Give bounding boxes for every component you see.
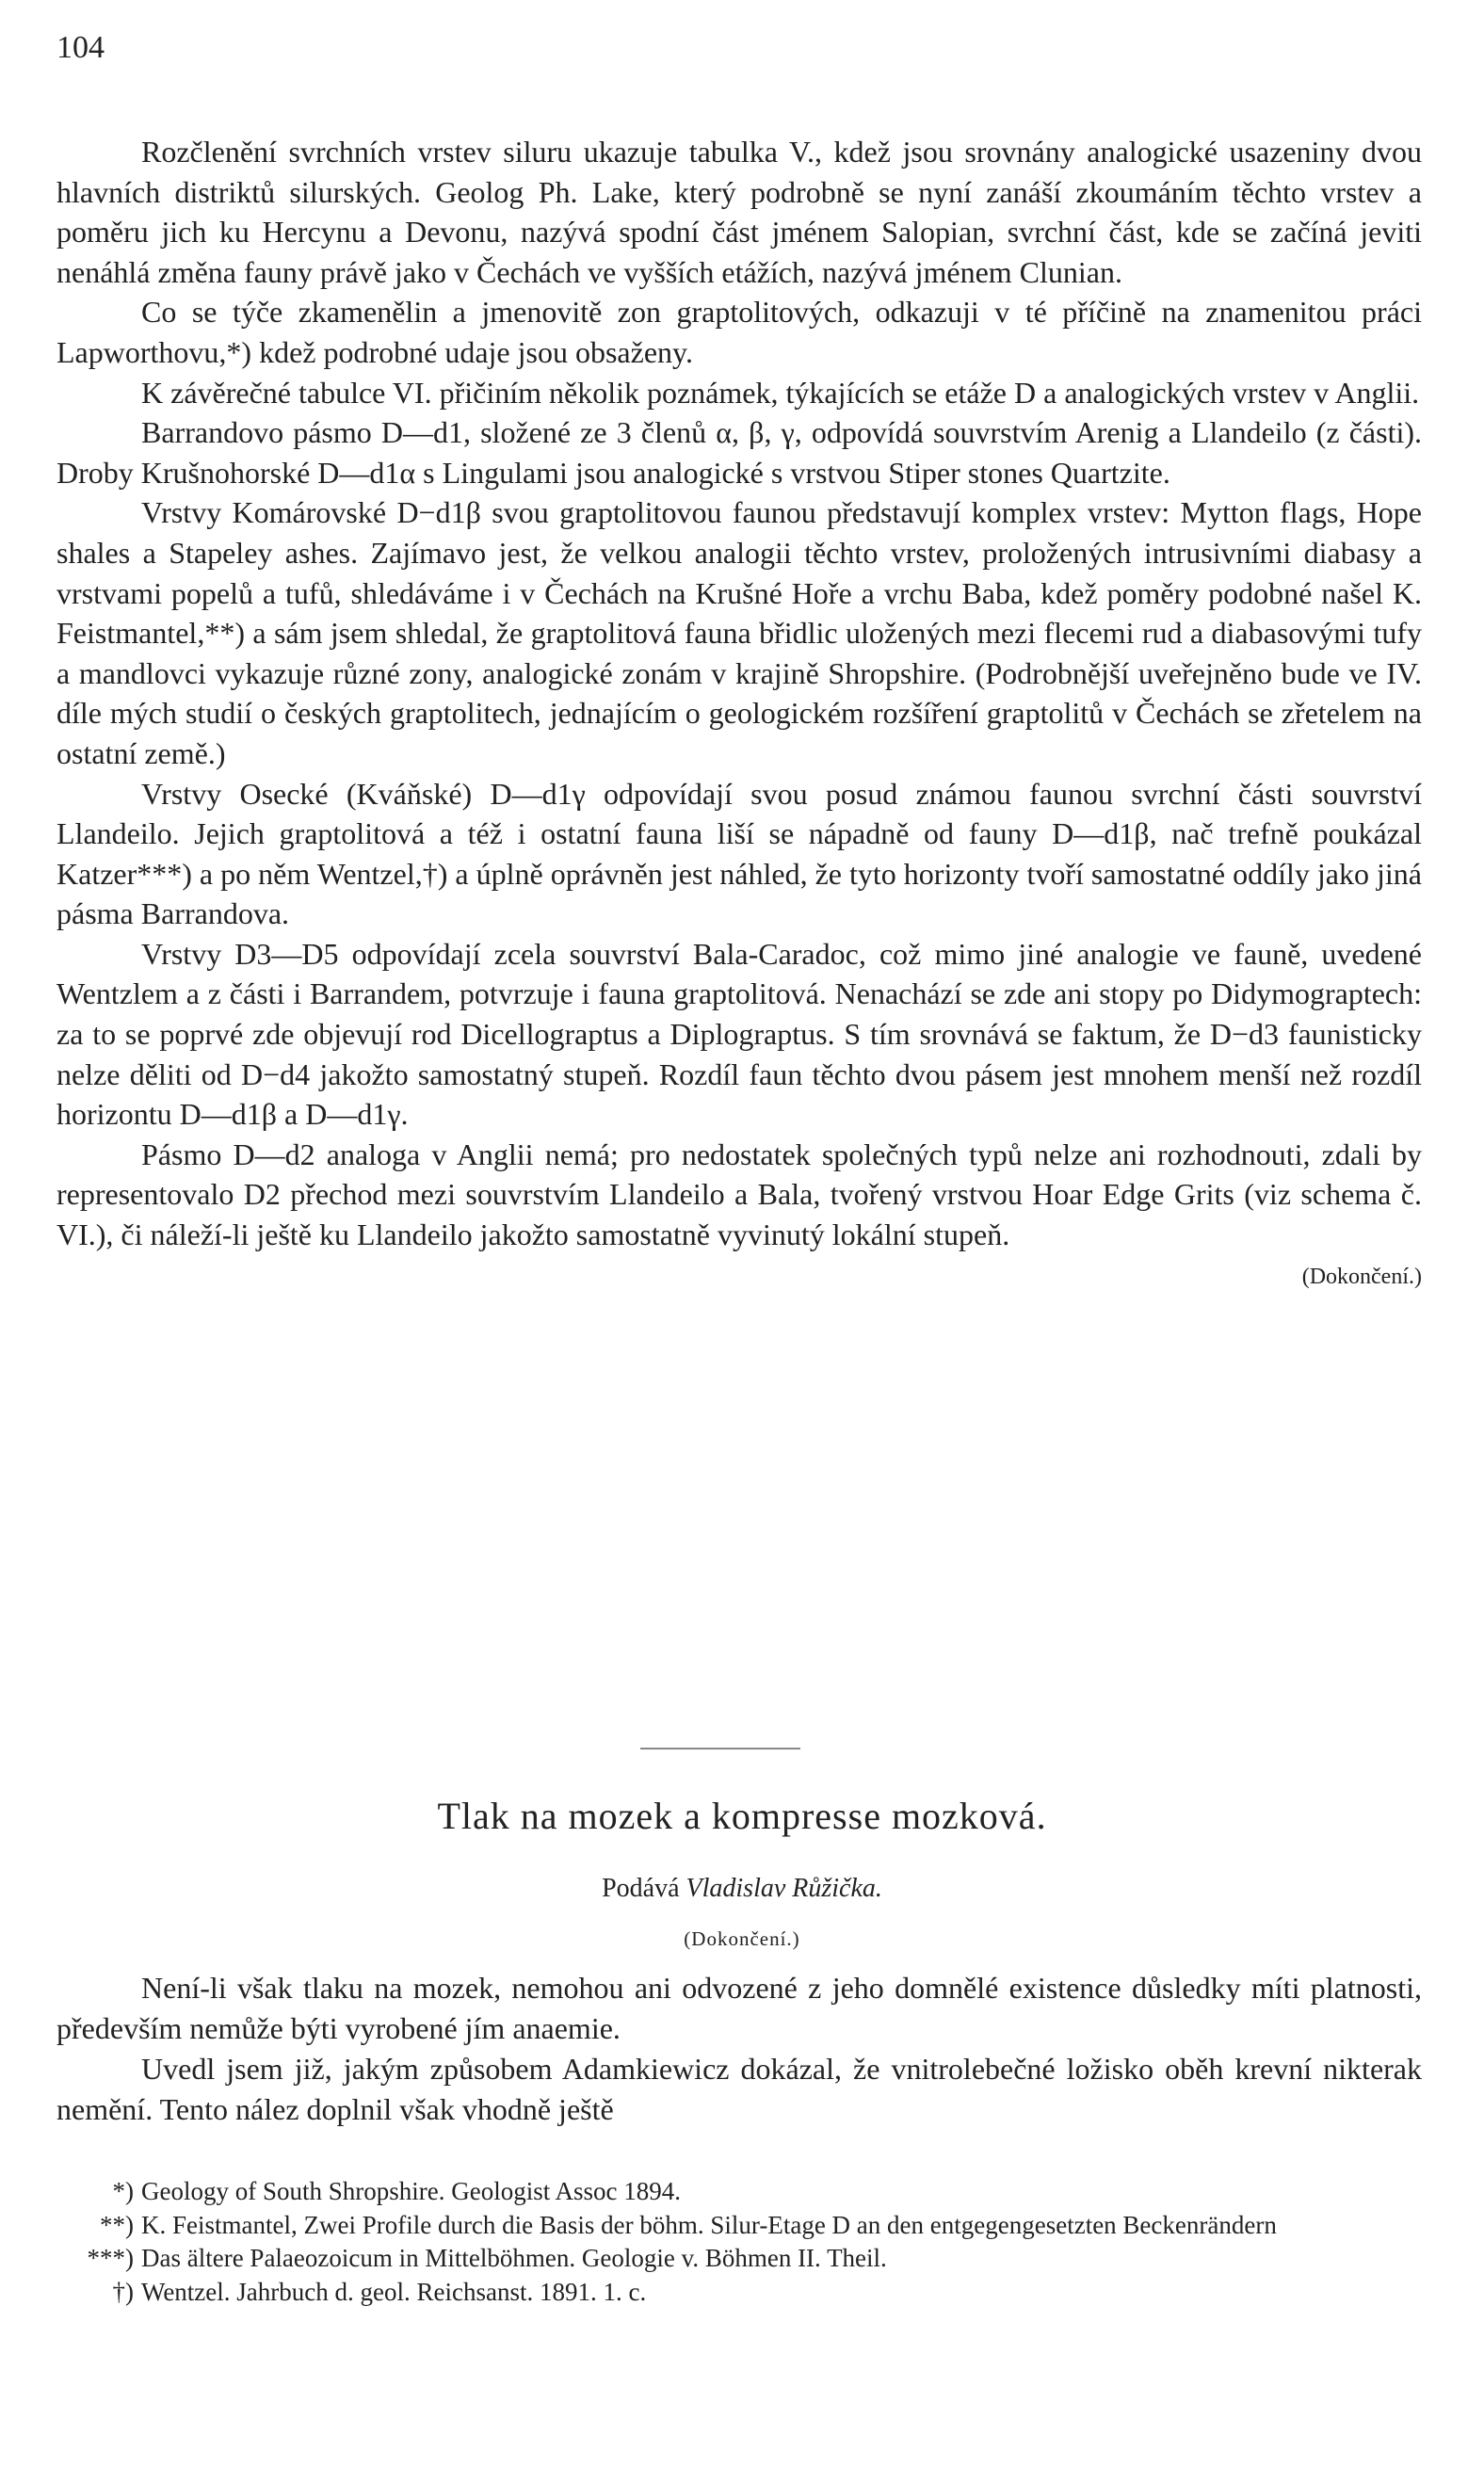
footnote-mark: **)	[100, 2210, 134, 2239]
paragraph: Vrstvy D3—D5 odpovídají zcela souvrství Bala-Caradoc, což mimo jiné analogie ve fauně, uvedené Wentzlem a z části i Barrandem, potvrzuje i fauna graptolitová. Nenachází se zde ani stopy po Didymograptech: za to se poprvé zde objevují rod Dicellograptus a Diplograptus. S tím srovnává se faktum, že D−d3 faunisticky nelze děliti od D−d4 jakožto samostatný stupeň. Rozdíl faun těchto dvou pásem jest mnohem menší než rozdíl horizontu D—d1β a D—d1γ.	[56, 936, 1422, 1132]
footnote-text: Das ältere Palaeozoicum in Mittelböhmen. Geologie v. Böhmen II. Theil.	[141, 2244, 887, 2272]
main-text	[56, 132, 1422, 1297]
byline	[0, 1874, 1484, 1904]
paragraph: Vrstvy Komárovské D−d1β svou graptolitovou faunou představují komplex vrstev: Mytton flags, Hope shales a Stapeley ashes. Zajímavo jest, že velkou analogii těchto vrstev, proložených intrusivními diabasy a vrstvami popelů a tufů, shledáváme i v Čechách na Krušné Hoře a vrchu Baba, kdež poměry podobné našel K. Feistmantel,**) a sám jsem shledal, že graptolitová fauna břidlic uložených mezi flecemi rud a diabasovými tufy a mandlovci vykazuje různé zony, analogické zonám v krajině Shropshire. (Podrobnější uveřejněno bude ve IV. díle mých studií o českých graptolitech, jednajícím o geologickém rozšíření graptolitů v Čechách se zřetelem na ostatní země.)	[56, 495, 1422, 770]
article-title: Tlak na mozek a kompresse mozková.	[437, 1795, 1047, 1837]
paragraph: Není-li však tlaku na mozek, nemohou ani odvozené z jeho domnělé existence důsledky míti platnosti, především nemůže býti vyrobené jím anaemie.	[56, 1971, 1422, 2045]
section-divider	[640, 1748, 800, 1749]
author-name: Vladislav Růžička.	[686, 1874, 882, 1903]
footnote	[56, 2242, 1422, 2276]
paragraph: K závěrečné tabulce VI. přičiním několik poznámek, týkajících se etáže D a analogických vrstev v Anglii.	[141, 375, 1420, 410]
paragraph: Uvedl jsem již, jakým způsobem Adamkiewicz dokázal, že vnitrolebečné ložisko oběh krevní nikterak nemění. Tento nález doplnil však vhodně ještě	[56, 2052, 1422, 2126]
byline-prefix: Podává	[602, 1874, 680, 1903]
footnote-mark: ***)	[87, 2244, 134, 2272]
paragraph: Co se týče zkamenělin a jmenovitě zon graptolitových, odkazuji v té příčině na znamenitou práci Lapworthovu,*) kdež podrobné udaje jsou obsaženy.	[56, 295, 1422, 369]
paragraph: Pásmo D—d2 analoga v Anglii nemá; pro nedostatek společných typů nelze ani rozhodnouti, zdali by representovalo D2 přechod mezi souvrstvím Llandeilo a Bala, tvořený vrstvou Hoar Edge Grits (viz schema č. VI.), či náleží-li ještě ku Llandeilo jakožto samostatně vyvinutý lokální stupeň.	[56, 1137, 1422, 1252]
paragraph: Barrandovo pásmo D—d1, složené ze 3 členů α, β, γ, odpovídá souvrstvím Arenig a Llandeilo (z části). Droby Krušnohorské D—d1α s Lingulami jsou analogické s vrstvou Stiper stones Quartzite.	[56, 415, 1422, 490]
paragraph: Vrstvy Osecké (Kváňské) D—d1γ odpovídají svou posud známou faunou svrchní části souvrství Llandeilo. Jejich graptolitová a též i ostatní fauna liší se nápadně od fauny D—d1β, nač trefně poukázal Katzer***) a po něm Wentzel,†) a úplně oprávněn jest náhled, že tyto horizonty tvoří samostatné oddíly jako jiná pásma Barrandova.	[56, 776, 1422, 931]
article-subnote: (Dokončení.)	[684, 1927, 800, 1950]
footnote-mark: *)	[112, 2177, 134, 2205]
footnotes	[56, 2175, 1422, 2309]
continuation-note: (Dokončení.)	[1301, 1264, 1422, 1289]
footnote-text: Geology of South Shropshire. Geologist Assoc 1894.	[141, 2177, 681, 2205]
footnote	[56, 2209, 1422, 2243]
footnote-text: Wentzel. Jahrbuch d. geol. Reichsanst. 1891. 1. c.	[141, 2277, 647, 2306]
footnote-mark: †)	[112, 2277, 134, 2306]
article-body	[56, 1968, 1422, 2130]
paragraph: Rozčlenění svrchních vrstev siluru ukazuje tabulka V., kdež jsou srovnány analogické usazeniny dvou hlavních distriktů silurských. Geolog Ph. Lake, který podrobně se nyní zanáší zkoumáním těchto vrstev a poměru jich ku Hercynu a Devonu, nazývá spodní část jménem Salopian, svrchní část, kde se začíná jeviti nenáhlá změna fauny právě jako v Čechách ve vyšších etážích, nazývá jménem Clunian.	[56, 135, 1422, 289]
footnote	[56, 2276, 1422, 2310]
page-number: 104	[56, 30, 105, 65]
footnote	[56, 2175, 1422, 2209]
footnote-text: K. Feistmantel, Zwei Profile durch die Basis der böhm. Silur-Etage D an den entgegengesetzten Beckenrändern	[141, 2210, 1277, 2239]
